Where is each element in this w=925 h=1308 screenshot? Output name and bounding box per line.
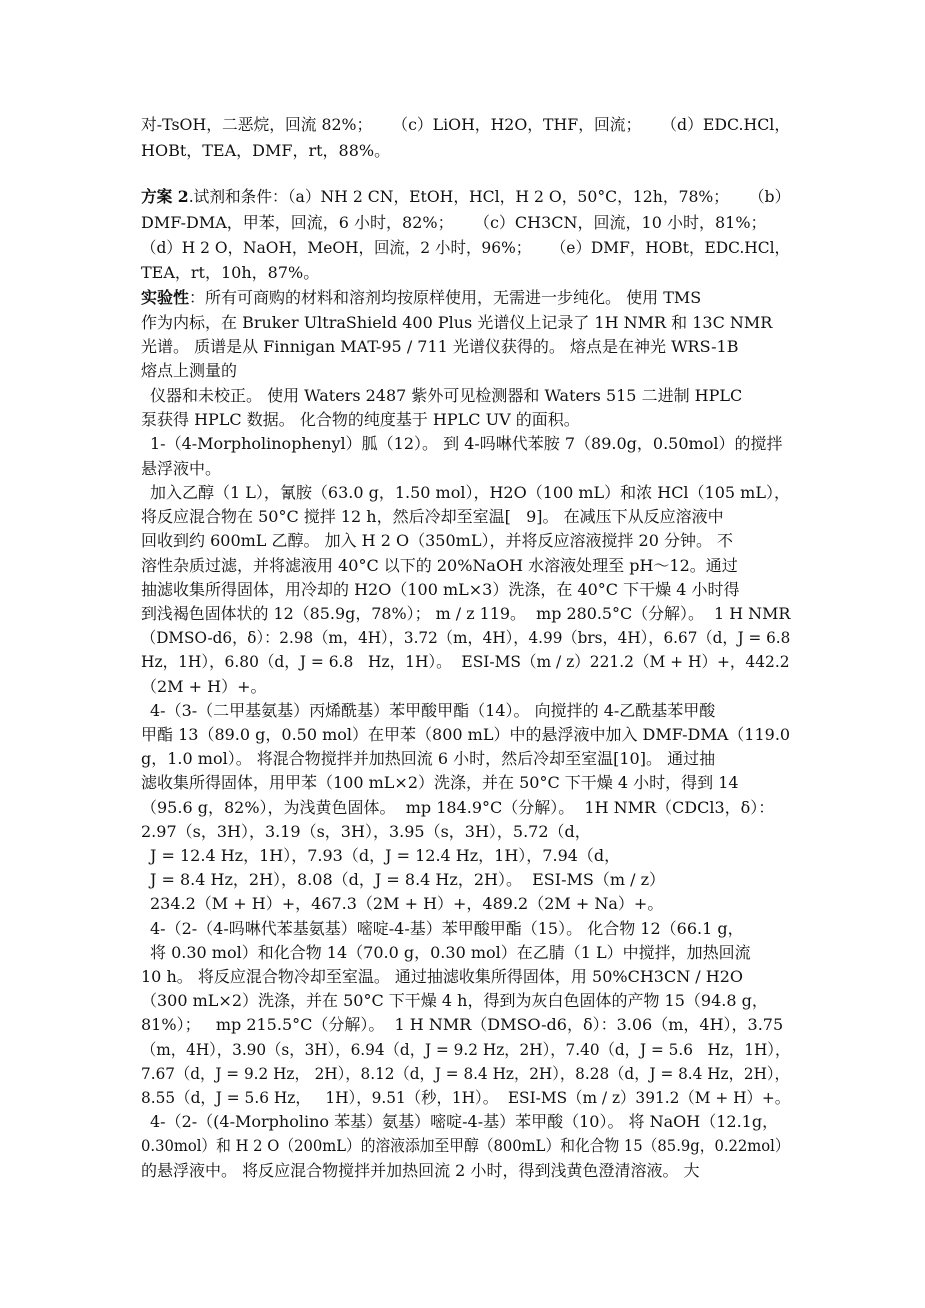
text-line: .试剂和条件：（a）NH 2 CN，EtOH，HCl，H 2 O，50°C，12h，78%； （b）	[188, 187, 791, 206]
text-line: J = 8.4 Hz，2H），8.08（d，J = 8.4 Hz，2H）。 ESI-MS（m / z）	[150, 870, 665, 889]
text-line: 作为内标，在 Bruker UltraShield 400 Plus 光谱仪上记录了 1H NMR 和 13C NMR	[141, 313, 773, 332]
text-line: 7.67（d，J = 9.2 Hz， 2H），8.12（d，J = 8.4 Hz，2H），8.28（d，J = 8.4 Hz，2H），	[141, 1064, 790, 1083]
compound-14-heading: 4-（3-（二甲基氨基）丙烯酰基）苯甲酸甲酯（14）。 向搅拌的 4-乙酰基苯甲酸	[150, 701, 716, 720]
text-line: 加入乙醇（1 L），氰胺（63.0 g，1.50 mol），H2O（100 mL）和浓 HCl（105 mL），	[150, 483, 790, 502]
compound-12-heading: 1-（4-Morpholinophenyl）胍（12）。 到 4-吗啉代苯胺 7（89.0g，0.50mol）的搅拌	[150, 434, 783, 453]
scheme-2-caption	[141, 187, 790, 207]
text-line: 到浅褐色固体状的 12（85.9g，78%）； m / z 119。 mp 280.5°C（分解）。 1 H NMR	[141, 604, 791, 623]
scheme-2-label: 方案 2	[141, 187, 189, 206]
compound-15-heading: 4-（2-（4-吗啉代苯基氨基）嘧啶-4-基）苯甲酸甲酯（15）。 化合物 12（66.1 g，	[150, 919, 744, 938]
text-line: 10 h。 将反应混合物冷却至室温。 通过抽滤收集所得固体，用 50%CH3CN / H2O	[141, 967, 744, 986]
text-line: （d）H 2 O，NaOH，MeOH，回流，2 小时，96%； （e）DMF，HOBt，EDC.HCl，	[141, 238, 791, 257]
compound-10-heading: 4-（2-（(4-Morpholino 苯基）氨基）嘧啶-4-基）苯甲酸（10）。 将 NaOH（12.1g，	[150, 1112, 779, 1131]
experimental-label: 实验性	[141, 288, 190, 307]
text-line: 将反应混合物在 50°C 搅拌 12 h，然后冷却至室温[ 9]。 在减压下从反应溶液中	[141, 507, 724, 526]
text-line: 234.2（M + H）+，467.3（2M + H）+，489.2（2M + Na）+。	[150, 894, 664, 913]
text-line: 溶性杂质过滤，并将滤液用 40°C 以下的 20%NaOH 水溶液处理至 pH～12。通过	[141, 556, 738, 575]
text-line: 81%）； mp 215.5°C（分解）。 1 H NMR（DMSO-d6，δ）：3.06（m，4H），3.75	[141, 1015, 784, 1034]
text-line: （m，4H），3.90（s，3H），6.94（d，J = 9.2 Hz，2H），7.40（d，J = 5.6 Hz，1H），	[141, 1040, 791, 1059]
text-line: 滤收集所得固体，用甲苯（100 mL×2）洗涤，并在 50°C 下干燥 4 小时，得到 14	[141, 773, 739, 792]
experimental-heading	[141, 288, 701, 308]
text-line: （300 mL×2）洗涤，并在 50°C 下干燥 4 h，得到为灰白色固体的产物 15（94.8 g，	[141, 991, 768, 1010]
text-line: 熔点上测量的	[141, 361, 238, 380]
text-line: ：所有可商购的材料和溶剂均按原样使用，无需进一步纯化。 使用 TMS	[189, 288, 702, 307]
text-line: Hz，1H），6.80（d，J = 6.8 Hz，1H）。 ESI-MS（m / z）221.2（M + H）+，442.2	[141, 652, 790, 671]
text-line: 对-TsOH，二恶烷，回流 82%； （c）LiOH，H2O，THF，回流； （d）EDC.HCl，	[141, 115, 791, 134]
text-line: TEA，rt，10h，87%。	[141, 263, 320, 282]
text-line: 悬浮液中。	[141, 459, 222, 478]
text-line: 的悬浮液中。 将反应混合物搅拌并加热回流 2 小时，得到浅黄色澄清溶液。 大	[141, 1161, 700, 1180]
text-line: 甲酯 13（89.0 g，0.50 mol）在甲苯（800 mL）中的悬浮液中加入 DMF-DMA（119.0	[141, 725, 791, 744]
text-line: 仪器和未校正。 使用 Waters 2487 紫外可见检测器和 Waters 515 二进制 HPLC	[150, 386, 743, 405]
text-line: 抽滤收集所得固体，用冷却的 H2O（100 mL×3）洗涤，在 40°C 下干燥 4 小时得	[141, 580, 740, 599]
text-line: （DMSO-d6，δ）：2.98（m，4H），3.72（m，4H），4.99（brs，4H），6.67（d，J = 6.8	[141, 628, 791, 647]
text-line: DMF-DMA，甲苯，回流，6 小时，82%； （c）CH3CN，回流，10 小时，81%；	[141, 213, 767, 232]
text-line: 0.30mol）和 H 2 O（200mL）的溶液添加至甲醇（800mL）和化合物 15（85.9g，0.22mol）	[141, 1136, 790, 1155]
text-line: 泵获得 HPLC 数据。 化合物的纯度基于 HPLC UV 的面积。	[141, 410, 580, 429]
text-line: 将 0.30 mol）和化合物 14（70.0 g，0.30 mol）在乙腈（1 L）中搅拌，加热回流	[150, 943, 751, 962]
text-line: 8.55（d，J = 5.6 Hz， 1H），9.51（秒，1H）。 ESI-MS（m / z）391.2（M + H）+。	[141, 1088, 791, 1107]
text-line: HOBt，TEA，DMF，rt，88%。	[141, 141, 391, 160]
text-line: J = 12.4 Hz，1H），7.93（d，J = 12.4 Hz，1H），7.94（d，	[150, 846, 621, 865]
text-line: g，1.0 mol）。 将混合物搅拌并加热回流 6 小时，然后冷却至室温[10]。 通过抽	[141, 749, 716, 768]
text-line: 光谱。 质谱是从 Finnigan MAT-95 / 711 光谱仪获得的。 熔点是在神光 WRS-1B	[141, 337, 739, 356]
text-line: （2M + H）+。	[141, 677, 267, 696]
text-line: 回收到约 600mL 乙醇。 加入 H 2 O（350mL），并将反应溶液搅拌 20 分钟。 不	[141, 531, 734, 550]
text-line: 2.97（s，3H），3.19（s，3H），3.95（s，3H），5.72（d，	[141, 822, 591, 841]
text-line: （95.6 g，82%），为浅黄色固体。 mp 184.9°C（分解）。 1H NMR（CDCl3，δ）：	[141, 798, 775, 817]
